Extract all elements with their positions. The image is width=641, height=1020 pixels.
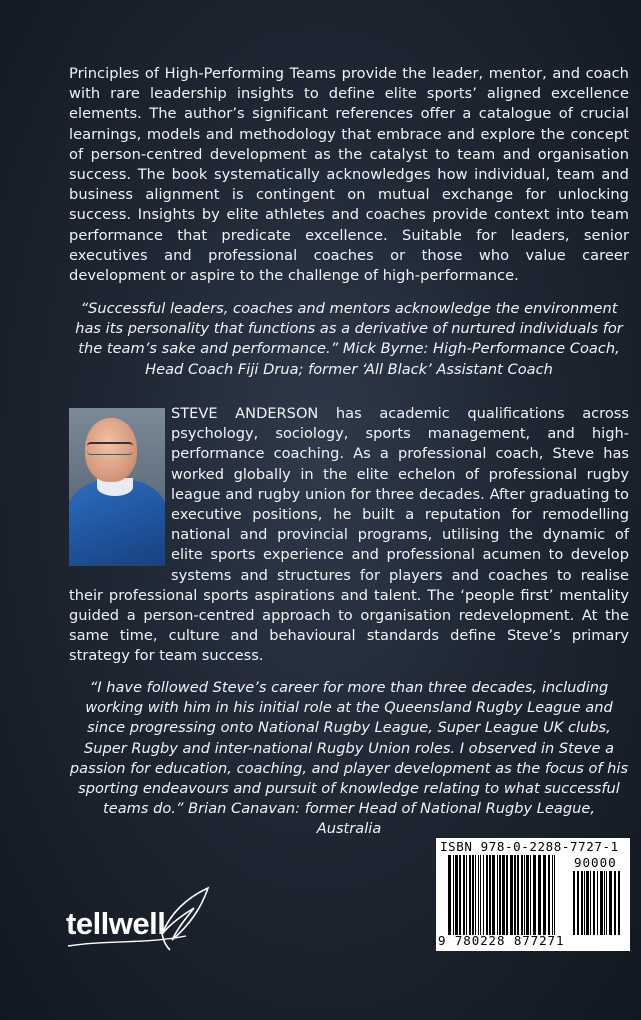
- barcode-bar: [590, 871, 591, 935]
- barcode-bar: [448, 855, 451, 935]
- price-code: 90000: [574, 855, 617, 870]
- isbn-barcode: [436, 838, 630, 951]
- barcode-bar: [552, 855, 553, 935]
- publisher-name: tellwell: [66, 906, 166, 941]
- endorsement-quote-canavan: “I have followed Steve’s career for more than three decades, including working with him in his initial role at the Queensland Rugby League and since progressing onto National Rugby League, Super League UK clubs, Super Rugby and inter-national Rugby Union roles. I observed in Steve a passion for education, coaching, and player development as the focus of his sporting endeavours and pursuit of knowledge relating to what successful teams do.” Brian Canavan: former Head of National Rugby League, Australia: [69, 679, 629, 838]
- barcode-bar: [480, 855, 481, 935]
- author-bio-section: [69, 404, 629, 667]
- barcode-bar: [489, 855, 491, 935]
- ean-barcode-bars: [448, 855, 558, 935]
- barcode-bar: [530, 855, 531, 935]
- barcode-bar: [499, 855, 501, 935]
- barcode-bar: [586, 871, 589, 935]
- barcode-bar: [606, 871, 607, 935]
- barcode-bar: [581, 871, 583, 935]
- barcode-bar: [548, 855, 550, 935]
- barcode-bar: [517, 855, 519, 935]
- barcode-bar: [506, 855, 508, 935]
- barcode-bar: [609, 871, 612, 935]
- ean-digits: 9 780228 877271: [438, 933, 565, 948]
- barcode-bar: [514, 855, 516, 935]
- isbn-label: ISBN 978-0-2288-7727-1: [440, 839, 619, 854]
- barcode-bar: [524, 855, 525, 935]
- barcode-bar: [455, 855, 458, 935]
- barcode-bar: [483, 855, 484, 935]
- barcode-bar: [472, 855, 474, 935]
- publisher-logo: [66, 884, 216, 954]
- barcode-bar: [533, 855, 536, 935]
- barcode-bar: [543, 855, 546, 935]
- barcode-bar: [573, 871, 575, 935]
- barcode-bar: [584, 871, 585, 935]
- barcode-bar: [459, 855, 461, 935]
- barcode-bar: [510, 855, 513, 935]
- author-photo: [69, 408, 165, 566]
- barcode-bar: [466, 855, 467, 935]
- barcode-bar: [469, 855, 471, 935]
- barcode-bar: [593, 871, 595, 935]
- barcode-bar: [453, 855, 454, 935]
- barcode-bar: [618, 871, 620, 935]
- barcode-bar: [614, 871, 616, 935]
- barcode-bar: [597, 871, 598, 935]
- barcode-bar: [554, 855, 555, 935]
- barcode-bar: [521, 855, 523, 935]
- barcode-bar: [502, 855, 505, 935]
- barcode-bar: [538, 855, 541, 935]
- author-bio: STEVE ANDERSON has academic qualifications across psychology, sociology, sports management, and high-performance coaching. As a professional coach, Steve has worked globally in the elite echelon of professional rugby league and rugby union for three decades. After graduating to executive positions, he built a reputation for remodelling national and provincial programs, utilising the dynamic of elite sports experience and professional acumen to develop systems and structures for players and coaches to realise their professional sports aspirations and talent. The ‘people first’ mentality guided a person-centred approach to organisation redevelopment. At the same time, culture and behavioural standards define Steve’s primary strategy for team success.: [69, 405, 629, 665]
- barcode-bar: [478, 855, 479, 935]
- barcode-bar: [600, 871, 603, 935]
- barcode-bar: [497, 855, 498, 935]
- barcode-bar: [604, 871, 605, 935]
- barcode-bar: [577, 871, 579, 935]
- barcode-bar: [492, 855, 495, 935]
- barcode-bar: [486, 855, 488, 935]
- barcode-bar: [463, 855, 465, 935]
- barcode-bar: [526, 855, 529, 935]
- book-description: Principles of High-Performing Teams provide the leader, mentor, and coach with rare leadership insights to define elite sports’ aligned excellence elements. The author’s significant references offer a catalogue of crucial learnings, models and methodology that embrace and explore the concept of person-centred development as the catalyst to team and organisation success. The book systematically acknowledges how individual, team and business alignment is contingent on mutual exchange for unlocking success. Insights by elite athletes and coaches provide context into team performance that predicate excellence. Suitable for leaders, senior executives and professional coaches or those who value career development or aspire to the challenge of high-performance.: [69, 65, 629, 285]
- barcode-bar: [475, 855, 476, 935]
- price-barcode-bars: [573, 871, 623, 935]
- endorsement-quote-byrne: “Successful leaders, coaches and mentors acknowledge the environment has its personality that functions as a derivative of nurtured individuals for the team’s sake and performance.” Mick Byrne: High-Performance Coach, Head Coach Fiji Drua; former ‘All Black’ Assistant Coach: [75, 300, 623, 378]
